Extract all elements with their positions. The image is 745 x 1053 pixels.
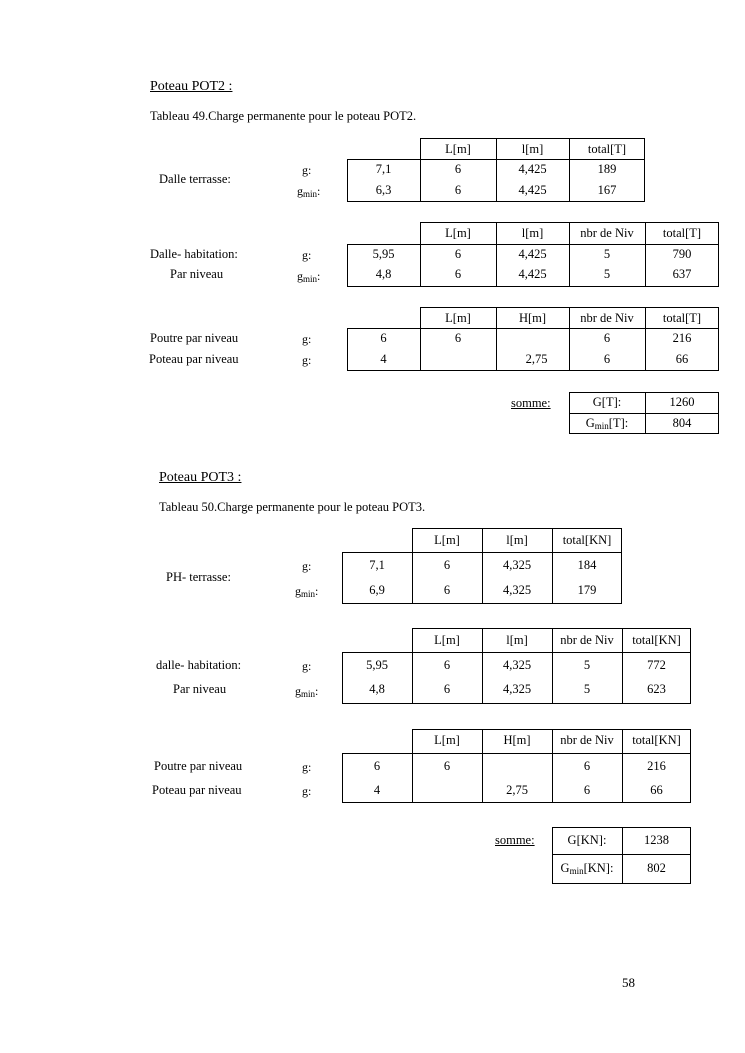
g-label: g: [302, 659, 312, 673]
table-cell: 184 [577, 558, 597, 572]
table-cell: 4,325 [502, 558, 532, 572]
table-cell: 4,325 [502, 682, 532, 696]
header-cell: l[m] [521, 142, 544, 156]
header-cell: L[m] [434, 633, 460, 647]
g-label: g: [302, 784, 312, 798]
table-cell: 4,425 [518, 162, 547, 176]
table-cell: 623 [647, 682, 666, 696]
table-cell: 6 [443, 658, 451, 672]
header-cell: nbr de Niv [580, 226, 634, 240]
gmin-label: $g_{min}$: [297, 184, 321, 199]
header-cell: H[m] [503, 733, 531, 747]
header-cell: total[KN] [562, 533, 612, 547]
table-cell: 5 [583, 682, 591, 696]
sum-g-value: 1260 [669, 395, 695, 409]
table-cell: 6 [380, 331, 387, 345]
table-cell: 5,95 [372, 247, 395, 261]
table-cell: 66 [675, 352, 689, 366]
header-cell: H[m] [518, 311, 547, 325]
table-cell: 6 [443, 558, 451, 572]
row-label: PH- terrasse: [166, 570, 231, 584]
table-cell: 790 [672, 247, 692, 261]
table-cell: 4 [373, 783, 381, 797]
page-number: 58 [622, 975, 635, 990]
row-label: Par niveau [170, 267, 224, 281]
header-cell: total[KN] [632, 733, 681, 747]
table-cell: 6 [454, 247, 462, 261]
table-cell: 6,3 [375, 183, 392, 197]
table-cell: 7,1 [375, 162, 392, 176]
header-cell: total[T] [662, 226, 702, 240]
table-cell: 6 [583, 759, 591, 773]
row-label: Poteau par niveau [152, 783, 242, 797]
table-cell: 4,325 [502, 583, 532, 597]
table-cell: 4,8 [375, 267, 392, 281]
pot3-heading: Poteau POT3 : [159, 470, 242, 485]
table-cell: 216 [647, 759, 666, 773]
pot3-caption: Tableau 50.Charge permanente pour le poteau POT3. [159, 500, 426, 514]
sum-label: somme: [511, 396, 551, 410]
table-cell: 189 [597, 162, 617, 176]
table-cell: 6 [454, 162, 462, 176]
table-cell: 6 [443, 682, 451, 696]
header-cell: l[m] [506, 533, 528, 547]
sum-gmin-value: 804 [672, 416, 692, 430]
header-cell: total[T] [587, 142, 627, 156]
table-cell: 6 [443, 583, 451, 597]
gmin-label: $g_{min}$: [295, 584, 319, 599]
header-cell: L[m] [434, 533, 460, 547]
table-cell: 6 [454, 267, 462, 281]
g-label: g: [302, 559, 312, 573]
table-cell: 6 [603, 352, 611, 366]
sum-gmin-label: $G_{min}[T]$: [585, 416, 629, 431]
table-cell: 5 [603, 267, 611, 281]
row-label: Par niveau [173, 682, 227, 696]
table-cell: 4,425 [518, 247, 547, 261]
header-cell: l[m] [521, 226, 544, 240]
sum-gmin-value: 802 [647, 861, 666, 875]
table-cell: 4,425 [518, 267, 547, 281]
table-cell: 7,1 [369, 558, 385, 572]
row-label: Poutre par niveau [154, 759, 243, 773]
table-cell: 4 [380, 352, 387, 366]
g-label: g: [302, 760, 312, 774]
sum-gmin-label: $G_{min}[KN]$: [560, 861, 614, 876]
table-cell: 216 [672, 331, 692, 345]
table-cell: 637 [672, 267, 692, 281]
g-label: g: [302, 248, 312, 262]
table-cell: 6,9 [369, 583, 385, 597]
row-label: Dalle terrasse: [159, 172, 231, 186]
row-label: Poutre par niveau [150, 331, 239, 345]
header-cell: L[m] [445, 226, 471, 240]
row-label: dalle- habitation: [156, 658, 242, 672]
table-cell: 2,75 [506, 783, 528, 797]
table-cell: 5,95 [366, 658, 388, 672]
table-cell: 6 [454, 183, 462, 197]
pot2-caption: Tableau 49.Charge permanente pour le poteau POT2. [150, 109, 417, 123]
gmin-label: $g_{min}$: [295, 684, 319, 699]
header-cell: nbr de Niv [560, 733, 614, 747]
header-cell: L[m] [445, 142, 471, 156]
header-cell: L[m] [445, 311, 471, 325]
table-cell: 179 [577, 583, 597, 597]
sum-g-label: G[T]: [592, 395, 622, 409]
table-cell: 6 [443, 759, 451, 773]
sum-label: somme: [495, 833, 535, 847]
g-label: g: [302, 163, 312, 177]
table-cell: 772 [647, 658, 666, 672]
row-label: Dalle- habitation: [150, 247, 238, 261]
table-cell: 2,75 [525, 352, 548, 366]
sum-g-value: 1238 [644, 833, 669, 847]
table-cell: 66 [650, 783, 663, 797]
g-label: g: [302, 332, 312, 346]
table-cell: 167 [597, 183, 617, 197]
table-cell: 6 [603, 331, 611, 345]
sum-g-label: G[KN]: [567, 833, 607, 847]
header-cell: L[m] [434, 733, 460, 747]
header-cell: l[m] [506, 633, 528, 647]
table-cell: 4,325 [502, 658, 532, 672]
g-label: g: [302, 353, 312, 367]
header-cell: nbr de Niv [560, 633, 614, 647]
header-cell: total[T] [662, 311, 702, 325]
table-cell: 6 [583, 783, 591, 797]
table-cell: 4,8 [369, 682, 385, 696]
header-cell: total[KN] [632, 633, 681, 647]
table-cell: 4,425 [518, 183, 547, 197]
table-cell: 6 [454, 331, 462, 345]
pot2-heading: Poteau POT2 : [150, 79, 233, 94]
table-cell: 5 [603, 247, 611, 261]
gmin-label: $g_{min}$: [297, 269, 321, 284]
table-cell: 6 [373, 759, 381, 773]
table-cell: 5 [583, 658, 591, 672]
header-cell: nbr de Niv [580, 311, 634, 325]
row-label: Poteau par niveau [149, 352, 239, 366]
